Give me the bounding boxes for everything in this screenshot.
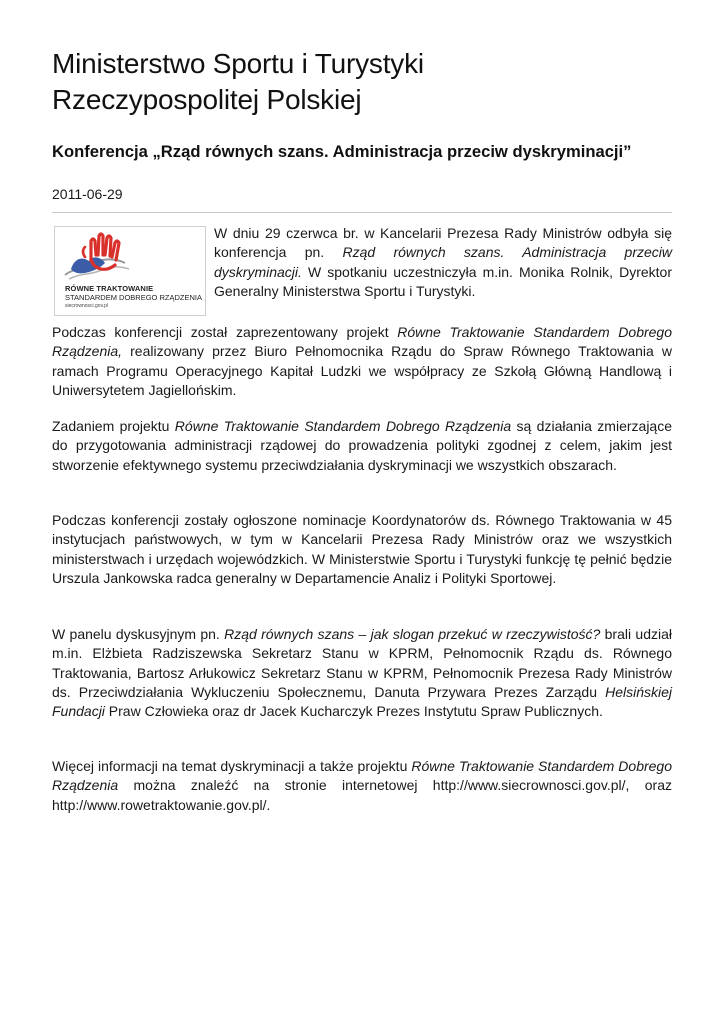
- hands-logo-icon: [55, 227, 205, 283]
- p5-project-name: Równe Traktowanie Standardem Dobrego Rządzenia: [52, 758, 673, 794]
- paragraph-1: [52, 323, 672, 400]
- p4-text-1: W panelu dyskusyjnym pn.: [52, 626, 225, 642]
- p2-text-1: Zadaniem projektu: [52, 418, 175, 434]
- paragraph-4: [52, 625, 672, 721]
- intro-text-3: W spotkaniu uczestniczyła m.in. Monika Rolnik, Dyrektor Generalny Ministerstwa Sportu i Turystyki.: [214, 263, 672, 299]
- intro-paragraph: [214, 224, 672, 301]
- site-title-line2: Rzeczypospolitej Polskiej: [52, 84, 362, 115]
- paragraph-3: [52, 511, 672, 588]
- p5-text-1: Więcej informacji na temat dyskryminacji a także projektu: [52, 758, 412, 774]
- article-title: Konferencja „Rząd równych szans. Administracja przeciw dyskryminacji”: [52, 142, 632, 161]
- divider: [52, 212, 672, 213]
- logo-text-url: siecrownosci.gov.pl: [65, 303, 108, 309]
- p4-text-5: Praw Człowieka oraz dr Jacek Kucharczyk Prezes Instytutu Spraw Publicznych.: [104, 703, 603, 720]
- p2-project-name: Równe Traktowanie Standardem Dobrego Rządzenia: [174, 418, 512, 434]
- site-title-line1: Ministerstwo Sportu i Turystyki: [52, 48, 424, 79]
- p1-text-1: Podczas konferencji został zaprezentowany projekt: [52, 324, 398, 340]
- p2-text-3: są działania zmierzające do przygotowania administracji rządowej do prowadzenia polityki zgodnej z celem, jakim jest stworzenie efektywnego systemu przeciwdziałania dyskryminacji we wszystkich obszarach.: [52, 418, 673, 473]
- p1-text-3: realizowany przez Biuro Pełnomocnika Rządu do Spraw Równego Traktowania w ramach Programu Operacyjnego Kapitał Ludzki we współpracy ze Szkołą Główną Handlową i Uniwersytetem Jagiellońskim.: [52, 343, 672, 398]
- project-logo: [54, 226, 206, 316]
- paragraph-2: [52, 417, 672, 475]
- paragraph-5: [52, 757, 672, 815]
- intro-conference-name: Rząd równych szans. Administracja przeciw dyskryminacji.: [214, 244, 672, 280]
- article-date: 2011-06-29: [52, 186, 123, 202]
- p4-foundation-name: Helsińskiej Fundacji: [52, 683, 672, 720]
- p3-text: Podczas konferencji zostały ogłoszone nominacje Koordynatorów ds. Równego Traktowania w 45 instytucjach państwowych, w tym w Kancelarii Prezesa Rady Ministrów oraz we wszystkich ministerstwach i urzędach wojewódzkich. W Ministerstwie Sportu i Turystyki funkcję tę pełnić będzie Urszula Jankowska radca generalny w Departamencie Analiz i Polityki Sportowej.: [52, 512, 672, 586]
- logo-text-line1: RÓWNE TRAKTOWANIE: [65, 284, 154, 293]
- p5-text-3: można znaleźć na stronie internetowej http://www.siecrownosci.gov.pl/, oraz http://www.rowetraktowanie.gov.pl/.: [52, 777, 672, 813]
- site-title: [52, 46, 424, 118]
- p4-panel-name: Rząd równych szans – jak slogan przekuć w rzeczywistość?: [224, 626, 601, 642]
- p1-project-name: Równe Traktowanie Standardem Dobrego Rządzenia,: [52, 324, 672, 360]
- p4-text-3: brali udział m.in. Elżbieta Radziszewska Sekretarz Stanu w KPRM, Pełnomocnik Rządu ds. Równego Traktowania, Bartosz Arłukowicz Sekretarz Stanu w KPRM, Pełnomocnik Prezesa Rady Ministrów ds. Przeciwdziałania Wykluczeniu Społecznemu, Danuta Przywara Prezes Zarządu: [52, 626, 672, 700]
- intro-text-1: W dniu 29 czerwca br. w Kancelarii Prezesa Rady Ministrów odbyła się konferencja pn.: [214, 225, 672, 261]
- logo-text-line2: STANDARDEM DOBREGO RZĄDZENIA: [65, 293, 202, 302]
